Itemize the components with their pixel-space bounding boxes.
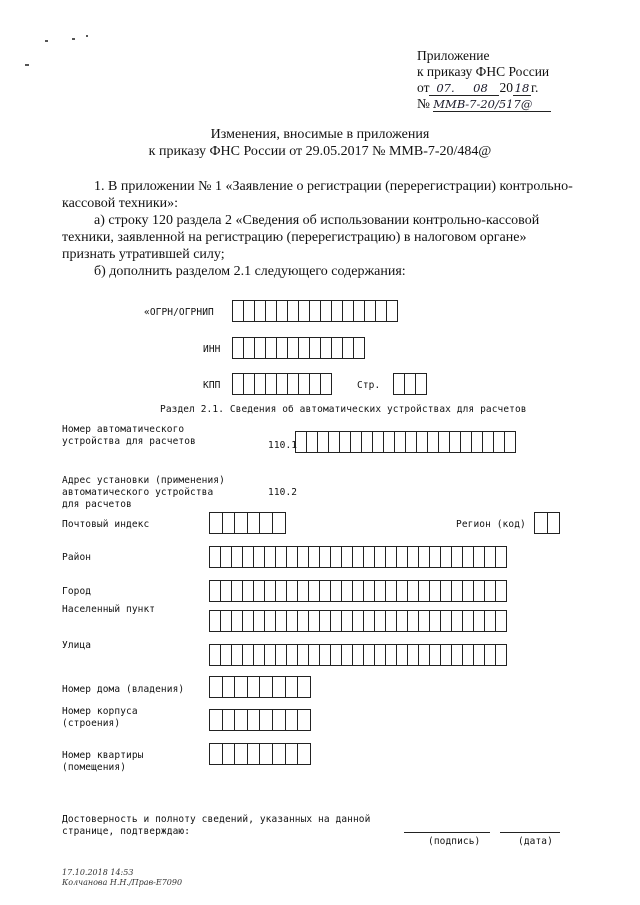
apartment-number-label-1: Номер квартиры <box>62 750 144 761</box>
input-cell[interactable] <box>248 512 261 534</box>
input-cell[interactable] <box>362 431 373 453</box>
input-cell[interactable] <box>210 743 223 765</box>
input-cell[interactable] <box>248 676 261 698</box>
input-cell[interactable] <box>472 431 483 453</box>
header-date <box>417 80 538 96</box>
paragraph-b: б) дополнить разделом 2.1 следующего содержания: <box>94 264 406 279</box>
input-cell[interactable] <box>320 610 331 632</box>
input-cell[interactable] <box>483 431 494 453</box>
input-cell[interactable] <box>375 644 386 666</box>
district-input-boxes[interactable] <box>209 546 507 568</box>
input-cell[interactable] <box>232 546 243 568</box>
input-cell[interactable] <box>266 300 277 322</box>
input-cell[interactable] <box>265 580 276 602</box>
input-cell[interactable] <box>375 580 386 602</box>
city-label: Город <box>62 586 92 597</box>
region-label: Регион (код) <box>456 519 526 530</box>
input-cell[interactable] <box>351 431 362 453</box>
input-cell[interactable] <box>255 337 266 359</box>
input-cell[interactable] <box>243 644 254 666</box>
input-cell[interactable] <box>463 546 474 568</box>
device-number-input-boxes[interactable] <box>295 431 516 453</box>
input-cell[interactable] <box>343 337 354 359</box>
device-number-label-2: устройства для расчетов <box>62 436 196 447</box>
input-cell[interactable] <box>405 373 416 395</box>
district-label: Район <box>62 552 92 563</box>
input-cell[interactable] <box>273 676 286 698</box>
date-day-handwritten: 07. <box>429 81 461 96</box>
confirmation-text-line2: странице, подтверждаю: <box>62 826 191 837</box>
page-label: Стр. <box>357 380 381 391</box>
input-cell[interactable] <box>298 580 309 602</box>
input-cell[interactable] <box>248 743 261 765</box>
date-suffix: г. <box>530 80 539 95</box>
input-cell[interactable] <box>463 580 474 602</box>
input-cell[interactable] <box>298 743 311 765</box>
input-cell[interactable] <box>419 644 430 666</box>
input-cell[interactable] <box>243 546 254 568</box>
input-cell[interactable] <box>310 337 321 359</box>
footer-timestamp: 17.10.2018 14:53 <box>62 868 134 877</box>
input-cell[interactable] <box>244 373 255 395</box>
postal-index-label: Почтовый индекс <box>62 519 150 530</box>
input-cell[interactable] <box>298 610 309 632</box>
input-cell[interactable] <box>342 644 353 666</box>
input-cell[interactable] <box>260 709 273 731</box>
input-cell[interactable] <box>364 546 375 568</box>
city-input-boxes[interactable] <box>209 580 507 602</box>
input-cell[interactable] <box>265 610 276 632</box>
input-cell[interactable] <box>331 644 342 666</box>
postal-index-input-boxes[interactable] <box>209 512 286 534</box>
input-cell[interactable] <box>266 373 277 395</box>
input-cell[interactable] <box>286 676 299 698</box>
input-cell[interactable] <box>428 431 439 453</box>
input-cell[interactable] <box>276 546 287 568</box>
address-code: 110.2 <box>268 487 298 498</box>
building-number-label-2: (строения) <box>62 718 121 729</box>
input-cell[interactable] <box>255 373 266 395</box>
header-appendix: Приложение <box>417 48 490 63</box>
input-cell[interactable] <box>277 300 288 322</box>
input-cell[interactable] <box>287 610 298 632</box>
input-cell[interactable] <box>364 610 375 632</box>
input-cell[interactable] <box>329 431 340 453</box>
device-number-label-1: Номер автоматического <box>62 424 185 435</box>
input-cell[interactable] <box>386 610 397 632</box>
input-cell[interactable] <box>243 610 254 632</box>
input-cell[interactable] <box>496 610 507 632</box>
locality-label: Населенный пункт <box>62 604 156 615</box>
input-cell[interactable] <box>223 743 236 765</box>
input-cell[interactable] <box>340 431 351 453</box>
input-cell[interactable] <box>474 580 485 602</box>
footer-author: Колчанова Н.Н./Прав-Е7090 <box>62 878 183 887</box>
input-cell[interactable] <box>461 431 472 453</box>
input-cell[interactable] <box>286 709 299 731</box>
apartment-number-input-boxes[interactable] <box>209 743 311 765</box>
input-cell[interactable] <box>248 709 261 731</box>
device-number-code: 110.1 <box>268 440 298 451</box>
input-cell[interactable] <box>474 610 485 632</box>
page-input-boxes[interactable] <box>393 373 427 395</box>
inn-input-boxes[interactable] <box>232 337 365 359</box>
input-cell[interactable] <box>276 580 287 602</box>
number-prefix: № <box>417 96 430 111</box>
confirmation-text-line1: Достоверность и полноту сведений, указанных на данной <box>62 814 371 825</box>
kpp-input-boxes[interactable] <box>232 373 332 395</box>
scan-speck <box>72 38 75 40</box>
input-cell[interactable] <box>463 610 474 632</box>
input-cell[interactable] <box>254 644 265 666</box>
input-cell[interactable] <box>365 300 376 322</box>
input-cell[interactable] <box>287 546 298 568</box>
input-cell[interactable] <box>496 644 507 666</box>
input-cell[interactable] <box>342 610 353 632</box>
input-cell[interactable] <box>485 580 496 602</box>
input-cell[interactable] <box>299 373 310 395</box>
input-cell[interactable] <box>235 676 248 698</box>
section-2-1-title: Раздел 2.1. Сведения об автоматических устройствах для расчетов <box>160 404 527 415</box>
input-cell[interactable] <box>395 431 406 453</box>
region-input-boxes[interactable] <box>534 512 560 534</box>
input-cell[interactable] <box>441 580 452 602</box>
input-cell[interactable] <box>232 644 243 666</box>
input-cell[interactable] <box>441 644 452 666</box>
input-cell[interactable] <box>417 431 428 453</box>
paragraph-1-cont: кассовой техники»: <box>62 196 179 211</box>
input-cell[interactable] <box>375 546 386 568</box>
input-cell[interactable] <box>439 431 450 453</box>
input-cell[interactable] <box>419 580 430 602</box>
input-cell[interactable] <box>408 644 419 666</box>
date-year-prefix: 20 <box>499 80 513 95</box>
input-cell[interactable] <box>233 373 244 395</box>
input-cell[interactable] <box>210 644 221 666</box>
scan-speck <box>86 35 88 37</box>
input-cell[interactable] <box>210 512 223 534</box>
paragraph-1: 1. В приложении № 1 «Заявление о регистрации (перерегистрации) контрольно- <box>94 179 573 194</box>
input-cell[interactable] <box>210 676 223 698</box>
input-cell[interactable] <box>397 546 408 568</box>
input-cell[interactable] <box>430 546 441 568</box>
input-cell[interactable] <box>452 546 463 568</box>
input-cell[interactable] <box>332 300 343 322</box>
input-cell[interactable] <box>286 743 299 765</box>
locality-input-boxes[interactable] <box>209 610 507 632</box>
input-cell[interactable] <box>287 644 298 666</box>
input-cell[interactable] <box>353 546 364 568</box>
input-cell[interactable] <box>353 644 364 666</box>
input-cell[interactable] <box>244 337 255 359</box>
address-label-3: для расчетов <box>62 499 132 510</box>
input-cell[interactable] <box>320 644 331 666</box>
input-cell[interactable] <box>273 709 286 731</box>
input-cell[interactable] <box>463 644 474 666</box>
header-number <box>417 96 551 112</box>
input-cell[interactable] <box>364 644 375 666</box>
input-cell[interactable] <box>441 610 452 632</box>
input-cell[interactable] <box>255 300 266 322</box>
input-cell[interactable] <box>419 546 430 568</box>
input-cell[interactable] <box>266 337 277 359</box>
input-cell[interactable] <box>406 431 417 453</box>
input-cell[interactable] <box>386 644 397 666</box>
input-cell[interactable] <box>309 644 320 666</box>
input-cell[interactable] <box>474 644 485 666</box>
input-cell[interactable] <box>342 546 353 568</box>
input-cell[interactable] <box>496 546 507 568</box>
input-cell[interactable] <box>416 373 427 395</box>
address-label-2: автоматического устройства <box>62 487 214 498</box>
input-cell[interactable] <box>235 512 248 534</box>
number-handwritten: ММВ-7-20/517@ <box>433 97 551 112</box>
input-cell[interactable] <box>505 431 516 453</box>
input-cell[interactable] <box>373 431 384 453</box>
input-cell[interactable] <box>298 644 309 666</box>
input-cell[interactable] <box>474 546 485 568</box>
input-cell[interactable] <box>318 431 329 453</box>
input-cell[interactable] <box>386 546 397 568</box>
street-input-boxes[interactable] <box>209 644 507 666</box>
input-cell[interactable] <box>309 580 320 602</box>
date-month-handwritten: 08 <box>461 81 499 96</box>
input-cell[interactable] <box>343 300 354 322</box>
input-cell[interactable] <box>331 546 342 568</box>
input-cell[interactable] <box>221 546 232 568</box>
date-line[interactable] <box>500 832 560 833</box>
input-cell[interactable] <box>265 546 276 568</box>
input-cell[interactable] <box>288 373 299 395</box>
document-title-line1: Изменения, вносимые в приложения <box>210 127 430 142</box>
input-cell[interactable] <box>254 610 265 632</box>
input-cell[interactable] <box>331 610 342 632</box>
input-cell[interactable] <box>452 644 463 666</box>
input-cell[interactable] <box>309 546 320 568</box>
input-cell[interactable] <box>310 300 321 322</box>
input-cell[interactable] <box>244 300 255 322</box>
input-cell[interactable] <box>298 709 311 731</box>
input-cell[interactable] <box>299 300 310 322</box>
input-cell[interactable] <box>276 610 287 632</box>
input-cell[interactable] <box>288 337 299 359</box>
paragraph-a-line1: а) строку 120 раздела 2 «Сведения об использовании контрольно-кассовой <box>94 213 540 228</box>
input-cell[interactable] <box>210 709 223 731</box>
input-cell[interactable] <box>221 610 232 632</box>
input-cell[interactable] <box>496 580 507 602</box>
house-number-label: Номер дома (владения) <box>62 684 185 695</box>
address-label-1: Адрес установки (применения) <box>62 475 225 486</box>
inn-label: ИНН <box>203 344 221 355</box>
input-cell[interactable] <box>307 431 318 453</box>
document-title-line2: к приказу ФНС России от 29.05.2017 № ММВ-7-20/484@ <box>148 144 492 159</box>
input-cell[interactable] <box>364 580 375 602</box>
input-cell[interactable] <box>419 610 430 632</box>
input-cell[interactable] <box>485 644 496 666</box>
scan-speck <box>45 40 48 42</box>
input-cell[interactable] <box>288 300 299 322</box>
input-cell[interactable] <box>277 373 288 395</box>
input-cell[interactable] <box>265 644 276 666</box>
input-cell[interactable] <box>210 580 221 602</box>
input-cell[interactable] <box>450 431 461 453</box>
input-cell[interactable] <box>235 743 248 765</box>
input-cell[interactable] <box>321 337 332 359</box>
input-cell[interactable] <box>254 580 265 602</box>
input-cell[interactable] <box>430 644 441 666</box>
input-cell[interactable] <box>331 580 342 602</box>
date-prefix: от <box>417 80 430 95</box>
input-cell[interactable] <box>353 580 364 602</box>
input-cell[interactable] <box>243 580 254 602</box>
street-label: Улица <box>62 640 92 651</box>
ogrn-input-boxes[interactable] <box>232 300 398 322</box>
input-cell[interactable] <box>221 580 232 602</box>
input-cell[interactable] <box>441 546 452 568</box>
input-cell[interactable] <box>233 300 244 322</box>
date-caption: (дата) <box>518 836 553 847</box>
input-cell[interactable] <box>233 337 244 359</box>
ogrn-label: «ОГРН/ОГРНИП <box>144 307 214 318</box>
input-cell[interactable] <box>375 610 386 632</box>
input-cell[interactable] <box>408 546 419 568</box>
input-cell[interactable] <box>452 610 463 632</box>
input-cell[interactable] <box>221 644 232 666</box>
input-cell[interactable] <box>223 676 236 698</box>
input-cell[interactable] <box>353 610 364 632</box>
input-cell[interactable] <box>276 644 287 666</box>
input-cell[interactable] <box>321 373 332 395</box>
input-cell[interactable] <box>296 431 307 453</box>
input-cell[interactable] <box>260 512 273 534</box>
input-cell[interactable] <box>320 546 331 568</box>
input-cell[interactable] <box>394 373 405 395</box>
input-cell[interactable] <box>376 300 387 322</box>
input-cell[interactable] <box>235 709 248 731</box>
building-number-input-boxes[interactable] <box>209 709 311 731</box>
house-number-input-boxes[interactable] <box>209 676 311 698</box>
input-cell[interactable] <box>223 512 236 534</box>
input-cell[interactable] <box>287 580 298 602</box>
input-cell[interactable] <box>397 644 408 666</box>
input-cell[interactable] <box>260 676 273 698</box>
paragraph-a-line2: техники, заявленной на регистрацию (перерегистрацию) в налоговом органе» <box>62 230 527 245</box>
input-cell[interactable] <box>273 512 286 534</box>
apartment-number-label-2: (помещения) <box>62 762 127 773</box>
building-number-label-1: Номер корпуса <box>62 706 138 717</box>
input-cell[interactable] <box>408 580 419 602</box>
input-cell[interactable] <box>310 373 321 395</box>
input-cell[interactable] <box>386 580 397 602</box>
paragraph-a-line3: признать утратившей силу; <box>62 247 225 262</box>
input-cell[interactable] <box>548 512 561 534</box>
input-cell[interactable] <box>309 610 320 632</box>
input-cell[interactable] <box>223 709 236 731</box>
input-cell[interactable] <box>321 300 332 322</box>
input-cell[interactable] <box>354 300 365 322</box>
input-cell[interactable] <box>299 337 310 359</box>
input-cell[interactable] <box>260 743 273 765</box>
input-cell[interactable] <box>485 610 496 632</box>
input-cell[interactable] <box>430 580 441 602</box>
input-cell[interactable] <box>485 546 496 568</box>
input-cell[interactable] <box>397 610 408 632</box>
input-cell[interactable] <box>408 610 419 632</box>
input-cell[interactable] <box>210 610 221 632</box>
input-cell[interactable] <box>232 610 243 632</box>
kpp-label: КПП <box>203 380 221 391</box>
signature-line[interactable] <box>404 832 490 833</box>
input-cell[interactable] <box>387 300 398 322</box>
input-cell[interactable] <box>332 337 343 359</box>
input-cell[interactable] <box>354 337 365 359</box>
input-cell[interactable] <box>298 676 311 698</box>
scan-speck <box>25 64 29 66</box>
date-year-handwritten: 18 <box>514 81 530 95</box>
input-cell[interactable] <box>342 580 353 602</box>
input-cell[interactable] <box>535 512 548 534</box>
input-cell[interactable] <box>298 546 309 568</box>
input-cell[interactable] <box>494 431 505 453</box>
input-cell[interactable] <box>430 610 441 632</box>
input-cell[interactable] <box>384 431 395 453</box>
input-cell[interactable] <box>320 580 331 602</box>
input-cell[interactable] <box>273 743 286 765</box>
signature-caption: (подпись) <box>428 836 481 847</box>
input-cell[interactable] <box>277 337 288 359</box>
input-cell[interactable] <box>397 580 408 602</box>
input-cell[interactable] <box>452 580 463 602</box>
input-cell[interactable] <box>254 546 265 568</box>
header-order-ref: к приказу ФНС России <box>417 64 550 79</box>
input-cell[interactable] <box>210 546 221 568</box>
input-cell[interactable] <box>232 580 243 602</box>
